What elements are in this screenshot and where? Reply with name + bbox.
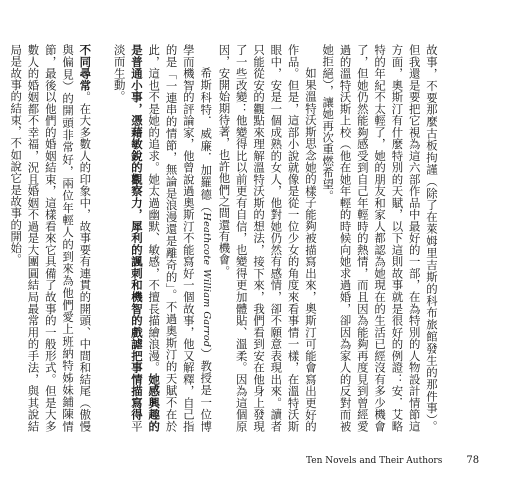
paragraph-4	[7, 44, 93, 432]
paragraph-4-text: 。在大多數人的印象中，故事要有連貫的開頭、中間和結尾（傲慢與偏見）的開頭非常好，兩位年輕人的到來為他們愛上班納特姊妹鋪陳情節，最後以他們的婚姻結束，這樣看來它具備了故事的一般形式。但是大多數人的婚姻都不幸福，況且婚姻不過是大團圓結局最常用的手法，與其說結局是故事的結束，不如說它是故事的開始。	[9, 44, 93, 432]
page-number: 78	[466, 455, 480, 466]
paragraph-3-text-end: 平淡而生動。	[112, 44, 144, 432]
paragraph-1	[319, 44, 440, 432]
body-text	[9, 44, 440, 433]
paragraph-1-text: 故事，不要那麼古板拘謹（除了在萊姆里吉斯的科布旅館發生的那件事）。但我還是要把它視為這六部作品中最好的一部，在為特別的人物設計情節這方面，奧斯汀有什麼特別的天賦，以下這則故事就是很好的例證：安．艾略特的年紀不太輕了，她的朋友和家人都認為她現在的生活已經沒有多少機會了，但她仍然能夠感受到自己年輕時的熱情，而且因為能夠再度見到曾經愛過的溫特沃斯上校（他在她年輕的時候向她求過婚，卻因為家人的反對而被她拒絕），讓她再次重燃希望。	[321, 44, 439, 432]
paragraph-3	[110, 44, 215, 432]
paragraph-4-emphasis: 不同尋常	[78, 44, 93, 92]
paragraph-3-text-start: 希斯科特．威廉．加羅德（	[199, 66, 214, 213]
page-footer	[306, 448, 479, 467]
paragraph-3-emphasis: 她感興趣的是普通小事，憑藉敏銳的觀察力，犀利的諷刺和機智的戲謔把事情描寫得	[129, 44, 162, 433]
paragraph-3-latin-name: Heathcote William Garrod	[201, 212, 213, 348]
running-footer-title: Ten Novels and Their Authors	[306, 456, 443, 466]
paragraph-3-text-middle: ）教授是一位博學而機智的評論家，他曾說過奧斯汀不能寫好一個故事，他又解釋，自己指的是「一連串的情節，無論是浪漫還是離奇的」。不過奧斯汀的天賦不在於此，這也不是她的追求。她太過幽默、敏感，不擅長描繪浪漫。	[147, 44, 214, 432]
paragraph-2	[215, 44, 319, 432]
paragraph-2-text: 如果溫特沃斯思念她的樣子能夠被描寫出來，奧斯汀可能會寫出更好的作品。但是，這部小說就像是從一位少女的角度來看事情一樣，在溫特沃斯眼中，安是一個成熟的女人，他對她仍然有感情，卻不願意表現出來。讀者只能從安的觀點來理解溫特沃斯的想法，接下來，我們看到安在他身上發現了一些改變：他變得比以前更有自信，也變得更加體貼、溫柔。因為這個原因，安開始期待著，也許他們之間還有機會。	[217, 44, 318, 432]
